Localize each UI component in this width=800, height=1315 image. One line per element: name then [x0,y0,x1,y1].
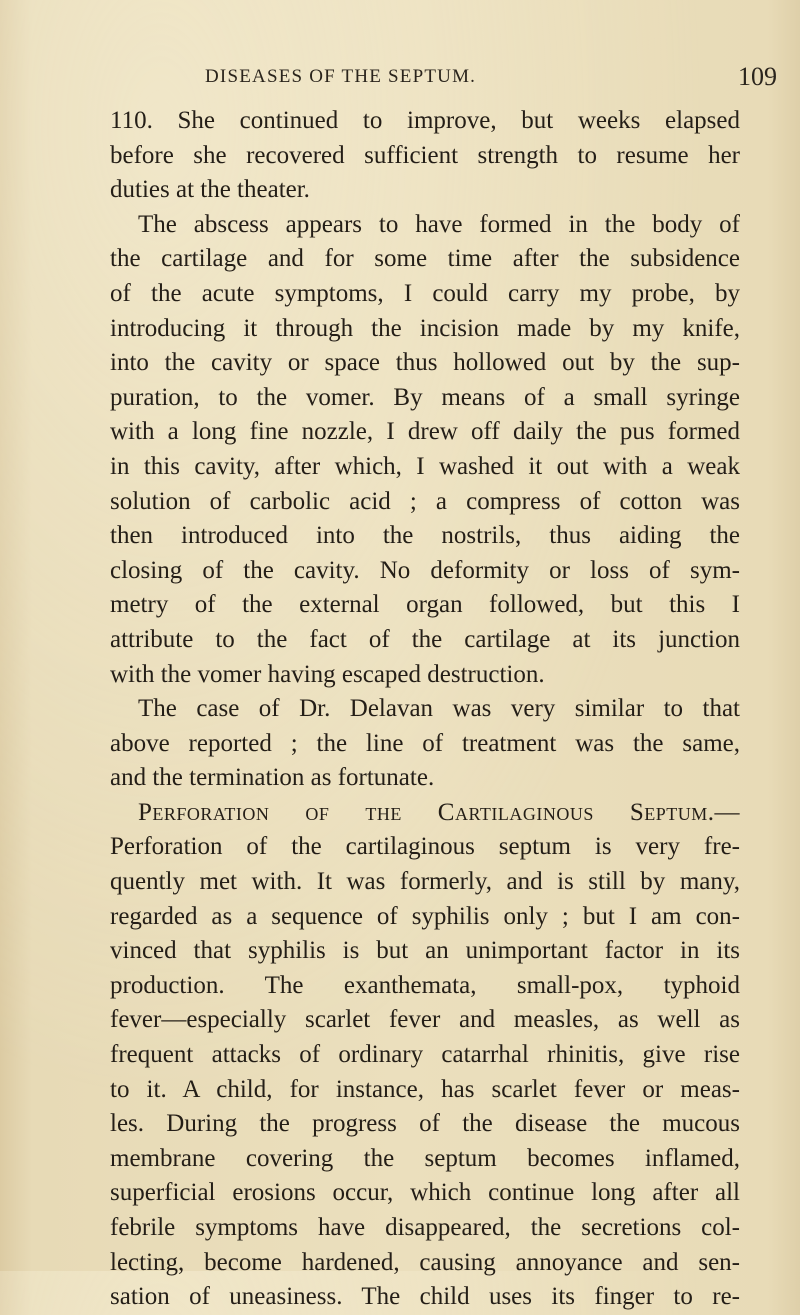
text-line: les. During the progress of the disease the mucous [110,1110,740,1138]
text-line: attribute to the fact of the cartilage at its junction [110,625,740,653]
text-line: regarded as a sequence of syphilis only ; but I am con- [110,902,740,930]
text-line: The abscess appears to have formed in the body of [138,210,740,238]
text-line: solution of carbolic acid ; a compress of cotton was [110,487,740,515]
text-line: frequent attacks of ordinary catarrhal rhinitis, give rise [110,1041,740,1069]
text-line: with the vomer having escaped destruction. [110,660,545,688]
text-line: metry of the external organ followed, but this I [110,591,740,619]
text-line: febrile symptoms have disappeared, the secretions col- [110,1214,740,1241]
text-line: and the termination as fortunate. [110,764,435,792]
text-line: quently met with. It was formerly, and is still by many, [110,868,740,896]
text-line: vinced that syphilis is but an unimportant factor in its [110,937,740,965]
text-line: above reported ; the line of treatment was the same, [110,729,740,757]
text-line: duties at the theater. [110,176,310,204]
text-line: superficial erosions occur, which continue long after all [110,1179,740,1207]
text-line: The case of Dr. Delavan was very similar to that [138,695,740,723]
text-line: fever—especially scarlet fever and measles, as well as [110,1006,740,1034]
text-line: into the cavity or space thus hollowed out by the sup- [110,349,740,377]
text-line: of the acute symptoms, I could carry my probe, by [110,279,740,307]
text-line: membrane covering the septum becomes inflamed, [110,1144,740,1172]
text-line: closing of the cavity. No deformity or loss of sym- [110,556,740,584]
text-line: 110. She continued to improve, but weeks elapsed [110,107,740,134]
text-line: in this cavity, after which, I washed it out with a weak [110,452,740,480]
text-line: before she recovered sufficient strength to resume her [110,141,740,169]
text-line: to it. A child, for instance, has scarlet fever or meas- [110,1075,740,1103]
text-line: then introduced into the nostrils, thus aiding the [110,522,740,550]
text-line: puration, to the vomer. By means of a small syringe [110,383,740,411]
body-text [110,104,740,1315]
running-header [0,62,800,92]
section-heading-line: Perforation of the Cartilaginous Septum.— [138,798,740,826]
text-line: the cartilage and for some time after the subsidence [110,245,740,273]
text-line: introducing it through the incision made by my knife, [110,314,740,342]
text-line: Perforation of the cartilaginous septum is very fre- [110,833,740,861]
text-line: sation of uneasiness. The child uses its finger to re- [110,1283,740,1311]
text-line: with a long fine nozzle, I drew off daily the pus formed [110,418,740,446]
text-line: lecting, become hardened, causing annoyance and sen- [110,1248,740,1276]
running-title: DISEASES OF THE SEPTUM. [205,66,477,87]
text-line: production. The exanthemata, small-pox, typhoid [110,971,740,999]
page-number: 109 [738,62,777,91]
